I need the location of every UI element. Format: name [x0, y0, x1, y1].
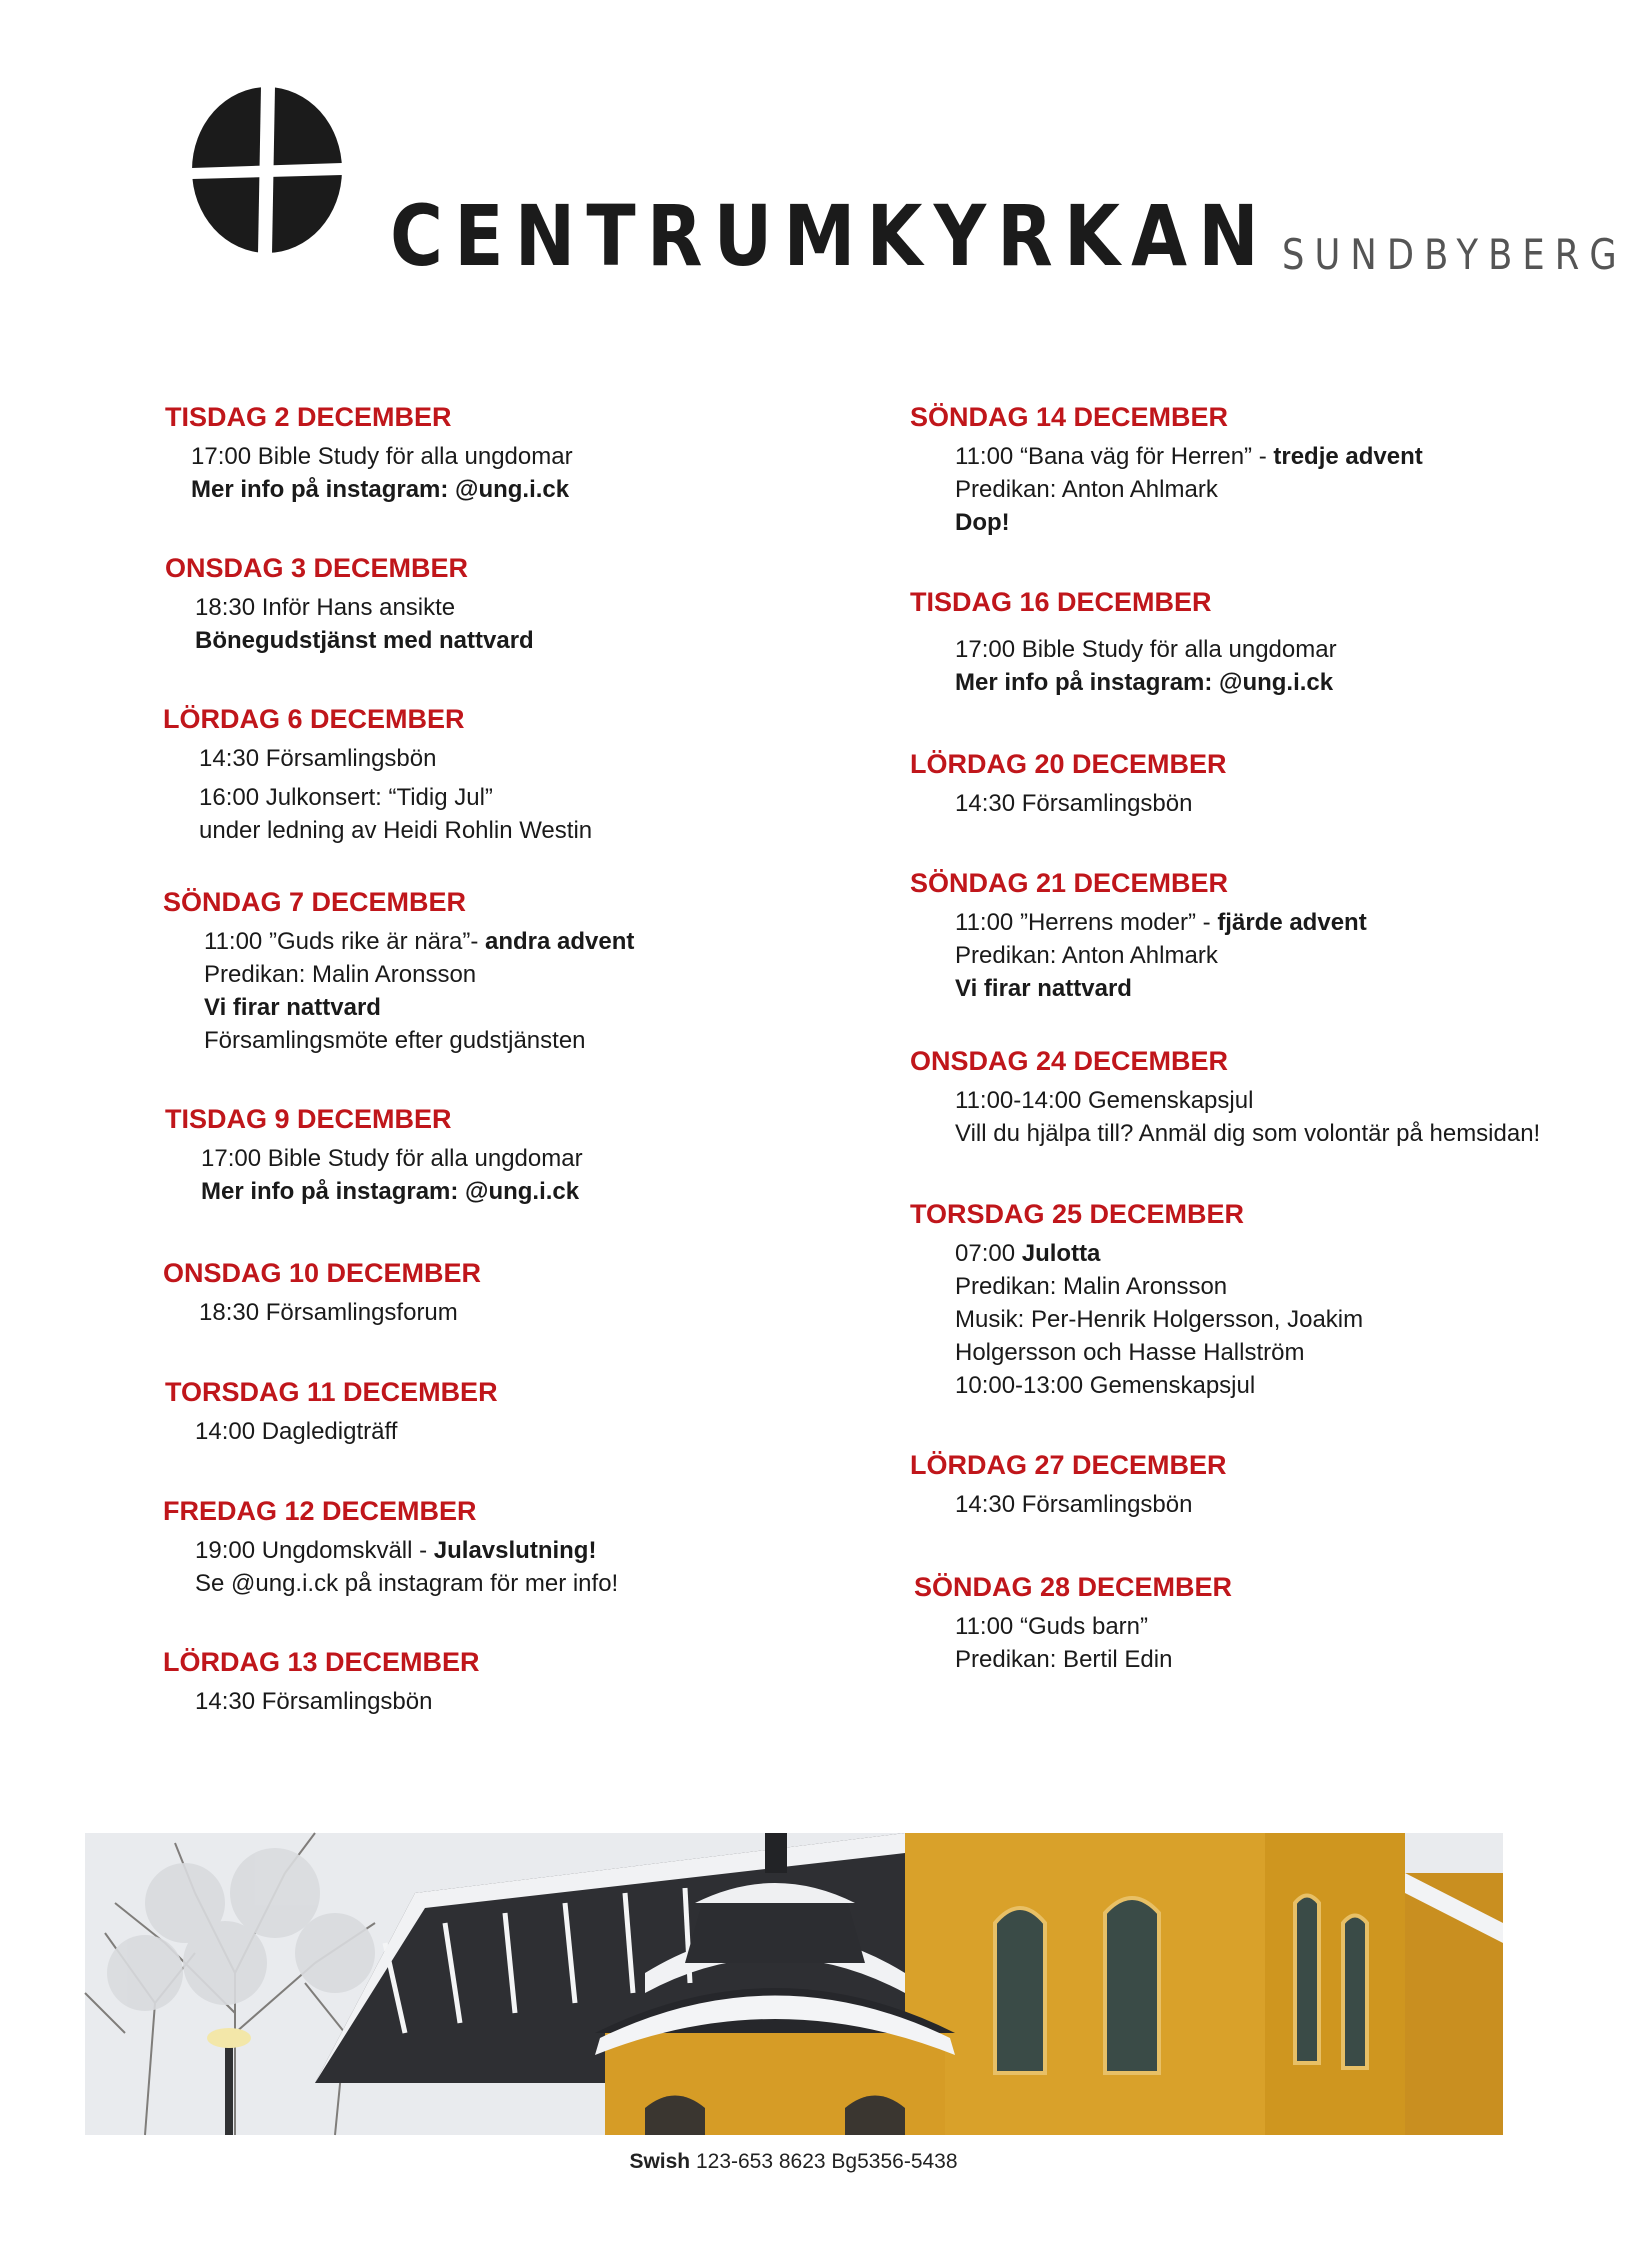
event-line: Vi firar nattvard: [955, 975, 1132, 1002]
event-day: SÖNDAG 14 DECEMBER: [910, 402, 1229, 432]
event-line: Predikan: Anton Ahlmark: [955, 476, 1218, 503]
event-line: 10:00-13:00 Gemenskapsjul: [955, 1372, 1256, 1399]
logo-city: SUNDBYBERG: [1282, 230, 1627, 279]
event-sun-21: [910, 866, 1367, 1005]
event-day: LÖRDAG 27 DECEMBER: [910, 1450, 1227, 1480]
event-sun-14: [910, 400, 1423, 539]
event-line: 14:00 Dagledigträff: [195, 1418, 398, 1445]
event-line: Mer info på instagram: @ung.i.ck: [955, 669, 1334, 696]
event-line: Se @ung.i.ck på instagram för mer info!: [195, 1570, 619, 1597]
event-line: Musik: Per-Henrik Holgersson, Joakim: [955, 1306, 1364, 1333]
event-line: 11:00 “Bana väg för Herren” - tredje advent: [955, 443, 1423, 470]
event-line: 07:00 Julotta: [955, 1240, 1101, 1267]
event-day: LÖRDAG 13 DECEMBER: [163, 1647, 480, 1677]
event-line: 17:00 Bible Study för alla ungdomar: [191, 443, 573, 470]
church-photo: [85, 1833, 1503, 2135]
event-sat-27: [910, 1448, 1227, 1521]
event-sat-6: [163, 702, 592, 847]
church-logo: [192, 86, 1627, 285]
event-wed-24: [910, 1044, 1540, 1150]
event-day: TISDAG 9 DECEMBER: [165, 1104, 452, 1134]
event-day: LÖRDAG 6 DECEMBER: [163, 704, 465, 734]
event-line: Predikan: Bertil Edin: [955, 1646, 1173, 1673]
event-tue-2: [165, 400, 573, 506]
church-cross-logo-icon: [192, 86, 342, 254]
event-line: Predikan: Anton Ahlmark: [955, 942, 1218, 969]
event-thu-11: [165, 1375, 498, 1448]
event-line: Holgersson och Hasse Hallström: [955, 1339, 1305, 1366]
event-line: Dop!: [955, 509, 1010, 536]
event-line: Vi firar nattvard: [204, 994, 381, 1021]
event-day: SÖNDAG 21 DECEMBER: [910, 868, 1229, 898]
event-tue-9: [165, 1102, 583, 1208]
event-day: FREDAG 12 DECEMBER: [163, 1496, 477, 1526]
event-line: 18:30 Församlingsforum: [199, 1299, 458, 1326]
event-fri-12: [163, 1494, 618, 1600]
event-day: ONSDAG 10 DECEMBER: [163, 1258, 482, 1288]
event-line: 14:30 Församlingsbön: [955, 790, 1193, 817]
event-day: TISDAG 16 DECEMBER: [910, 587, 1212, 617]
event-tue-16: [910, 585, 1337, 699]
event-line: 17:00 Bible Study för alla ungdomar: [201, 1145, 583, 1172]
payment-numbers: 123-653 8623 Bg5356-5438: [690, 2150, 958, 2173]
event-day: TORSDAG 25 DECEMBER: [910, 1199, 1245, 1229]
event-sat-13: [163, 1645, 480, 1718]
event-line: under ledning av Heidi Rohlin Westin: [199, 817, 593, 844]
event-wed-10: [163, 1256, 481, 1329]
event-sun-7: [163, 885, 634, 1057]
event-line: 11:00 ”Guds rike är nära”- andra advent: [204, 928, 635, 955]
event-day: LÖRDAG 20 DECEMBER: [910, 749, 1227, 779]
event-line: 19:00 Ungdomskväll - Julavslutning!: [195, 1537, 597, 1564]
event-day: SÖNDAG 7 DECEMBER: [163, 887, 467, 917]
logo-name: CENTRUMKYRKAN: [390, 187, 1270, 285]
event-line: Mer info på instagram: @ung.i.ck: [201, 1178, 580, 1205]
event-line: Bönegudstjänst med nattvard: [195, 627, 534, 654]
event-line: 11:00-14:00 Gemenskapsjul: [955, 1087, 1254, 1114]
event-thu-25: [910, 1197, 1363, 1402]
event-line: 14:30 Församlingsbön: [955, 1491, 1193, 1518]
event-line: Predikan: Malin Aronsson: [204, 961, 477, 988]
event-day: ONSDAG 24 DECEMBER: [910, 1046, 1229, 1076]
event-day: ONSDAG 3 DECEMBER: [165, 553, 469, 583]
event-sat-20: [910, 747, 1227, 820]
event-line: 17:00 Bible Study för alla ungdomar: [955, 636, 1337, 663]
event-line: Predikan: Malin Aronsson: [955, 1273, 1228, 1300]
event-line: 18:30 Inför Hans ansikte: [195, 594, 456, 621]
event-line: 11:00 “Guds barn”: [955, 1613, 1148, 1640]
event-wed-3: [165, 551, 534, 657]
swish-label: Swish: [629, 2150, 691, 2173]
event-line: 14:30 Församlingsbön: [199, 745, 437, 772]
event-line: 11:00 ”Herrens moder” - fjärde advent: [955, 909, 1367, 936]
event-line: 14:30 Församlingsbön: [195, 1688, 433, 1715]
event-day: TORSDAG 11 DECEMBER: [165, 1377, 498, 1407]
event-sun-28: [914, 1570, 1232, 1676]
event-line: Församlingsmöte efter gudstjänsten: [204, 1027, 586, 1054]
event-line: 16:00 Julkonsert: “Tidig Jul”: [199, 784, 493, 811]
church-building-image: [85, 1833, 1503, 2135]
event-line: Vill du hjälpa till? Anmäl dig som volontär på hemsidan!: [955, 1120, 1541, 1147]
event-day: TISDAG 2 DECEMBER: [165, 402, 452, 432]
payment-info: [0, 2150, 1587, 2174]
event-line: Mer info på instagram: @ung.i.ck: [191, 476, 570, 503]
event-day: SÖNDAG 28 DECEMBER: [914, 1572, 1233, 1602]
